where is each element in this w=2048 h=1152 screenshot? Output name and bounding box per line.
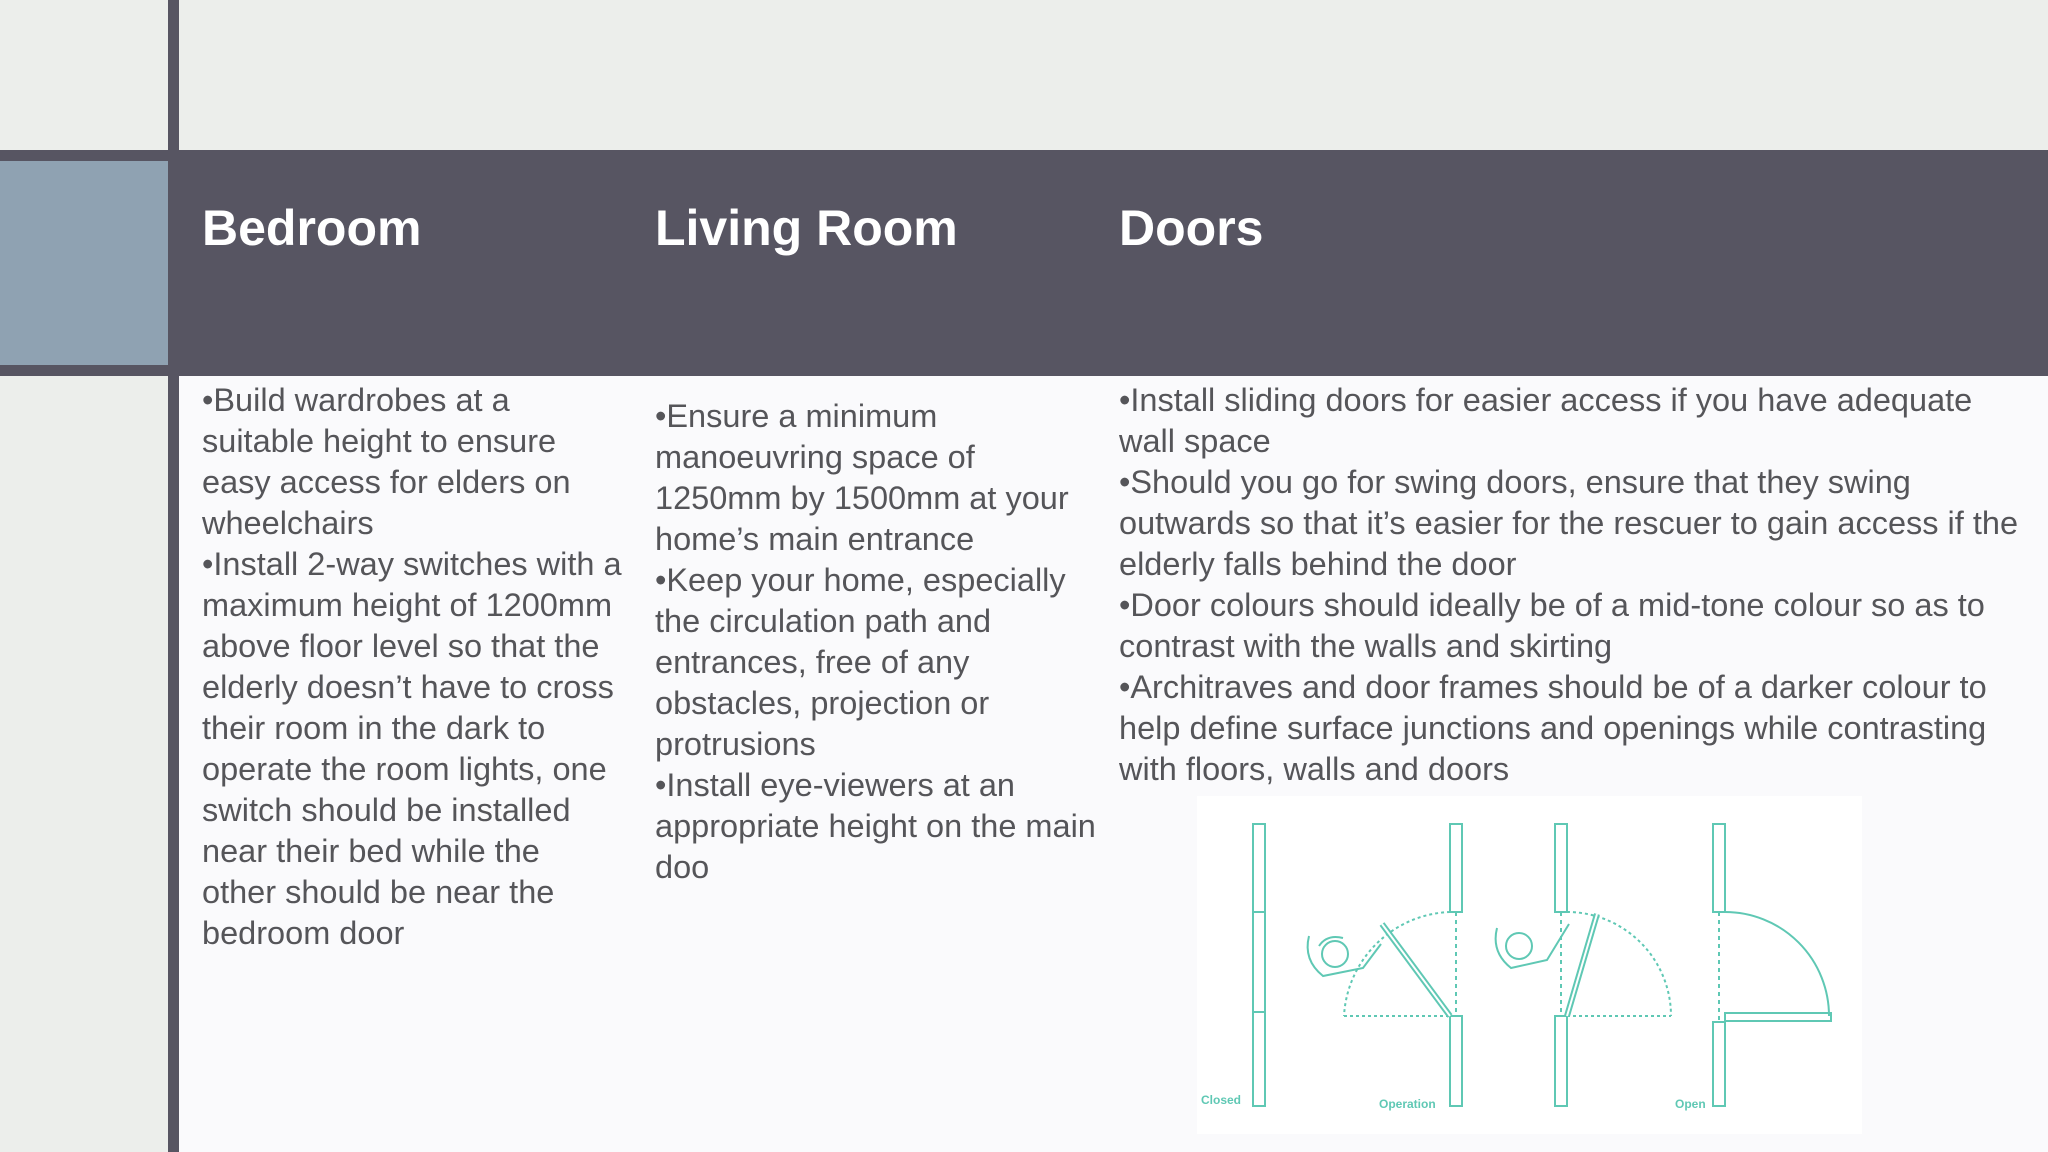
- diagram-label-open: Open: [1675, 1097, 1706, 1111]
- accent-block: [0, 161, 168, 365]
- column-title-bedroom: Bedroom: [202, 200, 422, 256]
- top-band: [0, 0, 2048, 150]
- column-title-living-room: Living Room: [655, 200, 958, 256]
- doors-item: •Install sliding doors for easier access if you have adequate wall space: [1119, 382, 1973, 459]
- bedroom-item: •Install 2-way switches with a maximum height of 1200mm above floor level so that the elderly doesn’t have to cross their room in the dark to operate the room lights, one switch should be installed near their bed while the other should be near the bedroom door: [202, 546, 622, 951]
- doors-item: •Should you go for swing doors, ensure that they swing outwards so that it’s easier for the rescuer to gain access if the elderly falls behind the door: [1119, 464, 2019, 582]
- door-diagram-svg: [1197, 796, 1862, 1134]
- column-title-doors: Doors: [1119, 200, 1264, 256]
- divider-bar-top: [0, 150, 168, 161]
- doors-item: •Door colours should ideally be of a mid-tone colour so as to contrast with the walls and skirting: [1119, 587, 1985, 664]
- doors-item: •Architraves and door frames should be of a darker colour to help define surface junctions and openings while contrasting with floors, walls and doors: [1119, 669, 1987, 787]
- living-room-item: •Keep your home, especially the circulation path and entrances, free of any obstacles, projection or protrusions: [655, 562, 1066, 762]
- doors-list: [1119, 380, 2029, 790]
- bedroom-item: •Build wardrobes at a suitable height to ensure easy access for elders on wheelchairs: [202, 382, 571, 541]
- vertical-divider-bar: [168, 0, 179, 1152]
- diagram-label-operation: Operation: [1379, 1097, 1436, 1111]
- living-room-item: •Ensure a minimum manoeuvring space of 1250mm by 1500mm at your home’s main entrance: [655, 398, 1069, 557]
- bedroom-list: [202, 380, 622, 954]
- living-room-item: •Install eye-viewers at an appropriate height on the main doo: [655, 767, 1096, 885]
- diagram-label-closed: Closed: [1201, 1093, 1242, 1107]
- header-band: [179, 150, 2048, 376]
- divider-bar-bottom: [0, 365, 168, 376]
- door-operation-diagram: [1197, 796, 1862, 1134]
- living-room-list: [655, 396, 1100, 888]
